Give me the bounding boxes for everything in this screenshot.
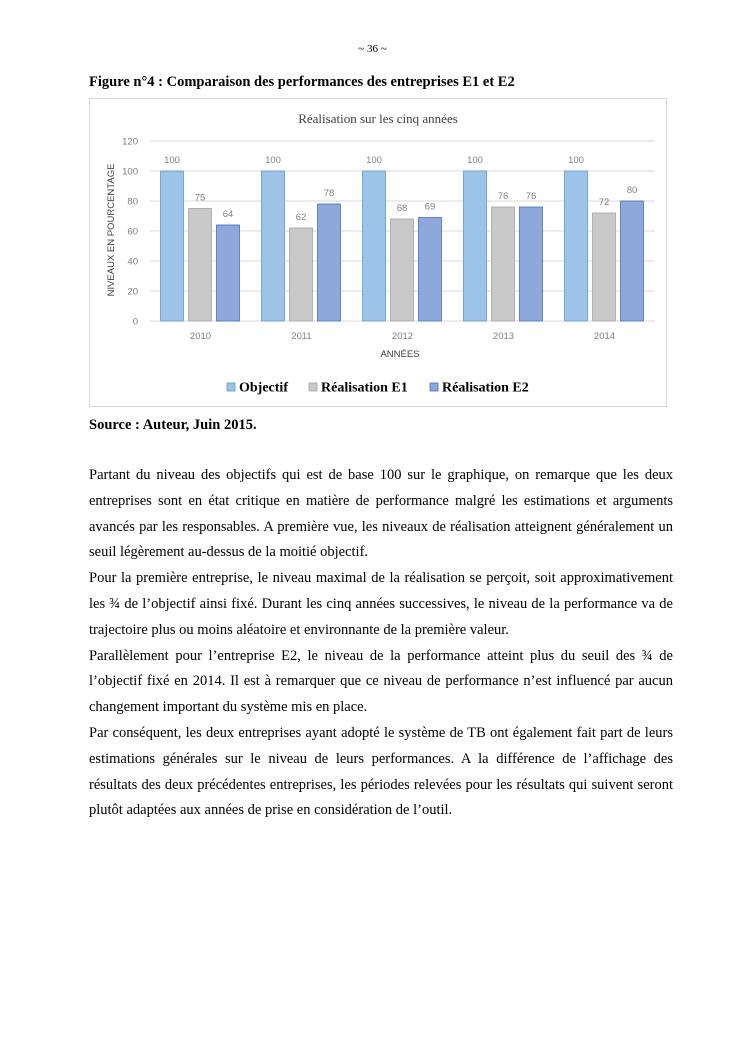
bar-chart [90,99,666,406]
data-label: 68 [396,203,408,214]
paragraph: Parallèlement pour l’entreprise E2, le niveau de la performance atteint plus du seuil des ¾ de l’objectif fixé en 2014. Il est à remarquer que ce niveau de performance n’est influencé par aucun changement important du système mis en place. [89,647,673,716]
data-label: 100 [467,155,483,166]
legend-label: Réalisation E1 [321,380,408,396]
y-tick-label: 120 [122,136,138,148]
page-number: ~ 36 ~ [358,43,387,55]
data-label: 69 [424,201,436,213]
y-tick-label: 80 [127,196,138,208]
data-label: 100 [568,155,584,166]
legend-label: Réalisation E2 [442,380,529,396]
bar-r-alisation-e2 [419,218,442,322]
data-label: 100 [265,155,281,166]
legend-swatch [430,383,438,391]
bar-r-alisation-e1 [391,219,414,321]
y-tick-label: 100 [122,166,138,178]
bar-r-alisation-e1 [593,213,616,321]
bar-r-alisation-e2 [621,201,644,321]
bar-r-alisation-e2 [520,207,543,321]
figure-source: Source : Auteur, Juin 2015. [89,417,257,433]
paragraph: Pour la première entreprise, le niveau maximal de la réalisation se perçoit, soit approximativement les ¾ de l’objectif ainsi fixé. Durant les cinq années successives, le niveau de la performance va de trajectoire plus ou moins aléatoire et environnante de la première valeur. [89,570,673,638]
data-label: 100 [366,155,382,166]
data-label: 76 [525,191,537,202]
y-tick-label: 20 [127,286,138,298]
legend-label: Objectif [239,380,288,396]
x-tick-label: 2012 [391,331,414,342]
x-tick-label: 2013 [492,331,515,342]
data-label: 78 [323,188,335,199]
bar-r-alisation-e1 [290,228,313,321]
bar-r-alisation-e2 [318,204,341,321]
legend-swatch [227,383,235,391]
bar-objectif [262,171,285,321]
bar-r-alisation-e1 [189,209,212,322]
bar-objectif [565,171,588,321]
data-label: 80 [626,185,638,196]
legend-swatch [309,383,317,391]
data-label: 75 [194,192,206,204]
x-tick-label: 2014 [593,331,616,342]
chart-title: Réalisation sur les cinq années [298,111,458,126]
data-label: 62 [295,212,307,223]
x-tick-label: 2011 [291,331,312,342]
bar-r-alisation-e2 [217,225,240,321]
x-tick-label: 2010 [189,331,212,342]
bar-objectif [464,171,487,321]
paragraph: Par conséquent, les deux entreprises ayant adopté le système de TB ont également fait part de leurs estimations générales sur le niveau de leurs performances. A la différence de l’affichage des résultats des deux précédentes entreprises, les périodes relevées pour les résultats qui suivent seront plutôt adaptées aux années de prise en considération de l’outil. [89,724,673,819]
bar-r-alisation-e1 [492,207,515,321]
data-label: 64 [222,209,234,220]
paragraph: Partant du niveau des objectifs qui est de base 100 sur le graphique, on remarque que les deux entreprises sont en état critique en matière de performance malgré les estimations et arguments avancés par les responsables. A première vue, les niveaux de réalisation atteignent généralement un seuil légèrement au-dessus de la moitié objectif. [89,467,673,561]
x-axis-label: ANNÉES [380,349,420,360]
body-text [89,463,673,824]
bar-objectif [161,171,184,321]
y-tick-label: 0 [132,316,138,328]
figure-caption: Figure n°4 : Comparaison des performances des entreprises E1 et E2 [89,74,515,90]
y-tick-label: 40 [127,256,138,268]
y-axis-label: NIVEAUX EN POURCENTAGE [106,163,117,297]
chart-container [89,98,667,407]
bar-objectif [363,171,386,321]
data-label: 76 [497,191,509,202]
y-tick-label: 60 [127,226,138,238]
data-label: 72 [598,197,610,208]
data-label: 100 [164,155,180,166]
